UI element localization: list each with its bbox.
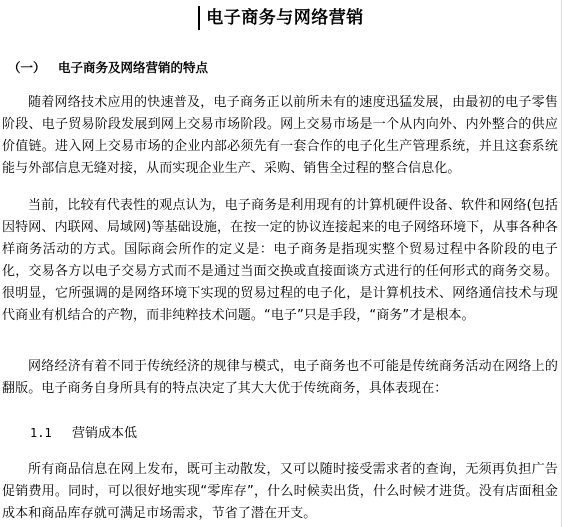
paragraph-low-cost: 所有商品信息在网上发布，既可主动散发，又可以随时接受需求者的查询，无须再负担广告促销费用。同时，可以很好地实现“零库存”，什么时候卖出货，什么时候才进货。没有店面租金成本和商品库存就可满足市场需求，节省了潜在开支。: [2, 462, 558, 521]
subheading: [30, 424, 137, 443]
title-container: [0, 6, 562, 30]
section-heading: [8, 60, 208, 76]
subheading-title: 营销成本低: [72, 426, 138, 441]
page-title: 电子商务与网络营销: [198, 6, 364, 30]
subheading-number: 1.1: [30, 426, 52, 440]
paragraph-definition: 当前，比较有代表性的观点认为，电子商务是利用现有的计算机硬件设备、软件和网络(包括因特网、内联网、局域网)等基础设施，在按一定的协议连接起来的电子网络环境下，从事各种各样商务活动的方式。国际商会所作的定义是：电子商务是指现实整个贸易过程中各阶段的电子化，交易各方以电子交易方式而不是通过当面交换或直接面谈方式进行的任何形式的商务交易。很明显，它所强调的是网络环境下实现的贸易过程的电子化，是计算机技术、网络通信技术与现代商业有机结合的产物，而非纯粹技术问题。“电子”只是手段，“商务”才是根本。: [2, 198, 558, 323]
paragraph-characteristics: 网络经济有着不同于传统经济的规律与模式，电子商务也不可能是传统商务活动在网络上的翻版。电子商务自身所具有的特点决定了其大大优于传统商务，具体表现在：: [2, 359, 558, 396]
section-title: 电子商务及网络营销的特点: [58, 60, 209, 75]
section-number: （一）: [8, 60, 46, 75]
paragraph-intro: 随着网络技术应用的快速普及，电子商务正以前所未有的速度迅猛发展，由最初的电子零售阶段、电子贸易阶段发展到网上交易市场阶段。网上交易市场是一个从内向外、内外整合的供应价值链。进入网上交易市场的企业内部必须先有一套合作的电子化生产管理系统，并且这套系统能与外部信息无缝对接，从而实现企业生产、采购、销售全过程的整合信息化。: [2, 95, 558, 176]
